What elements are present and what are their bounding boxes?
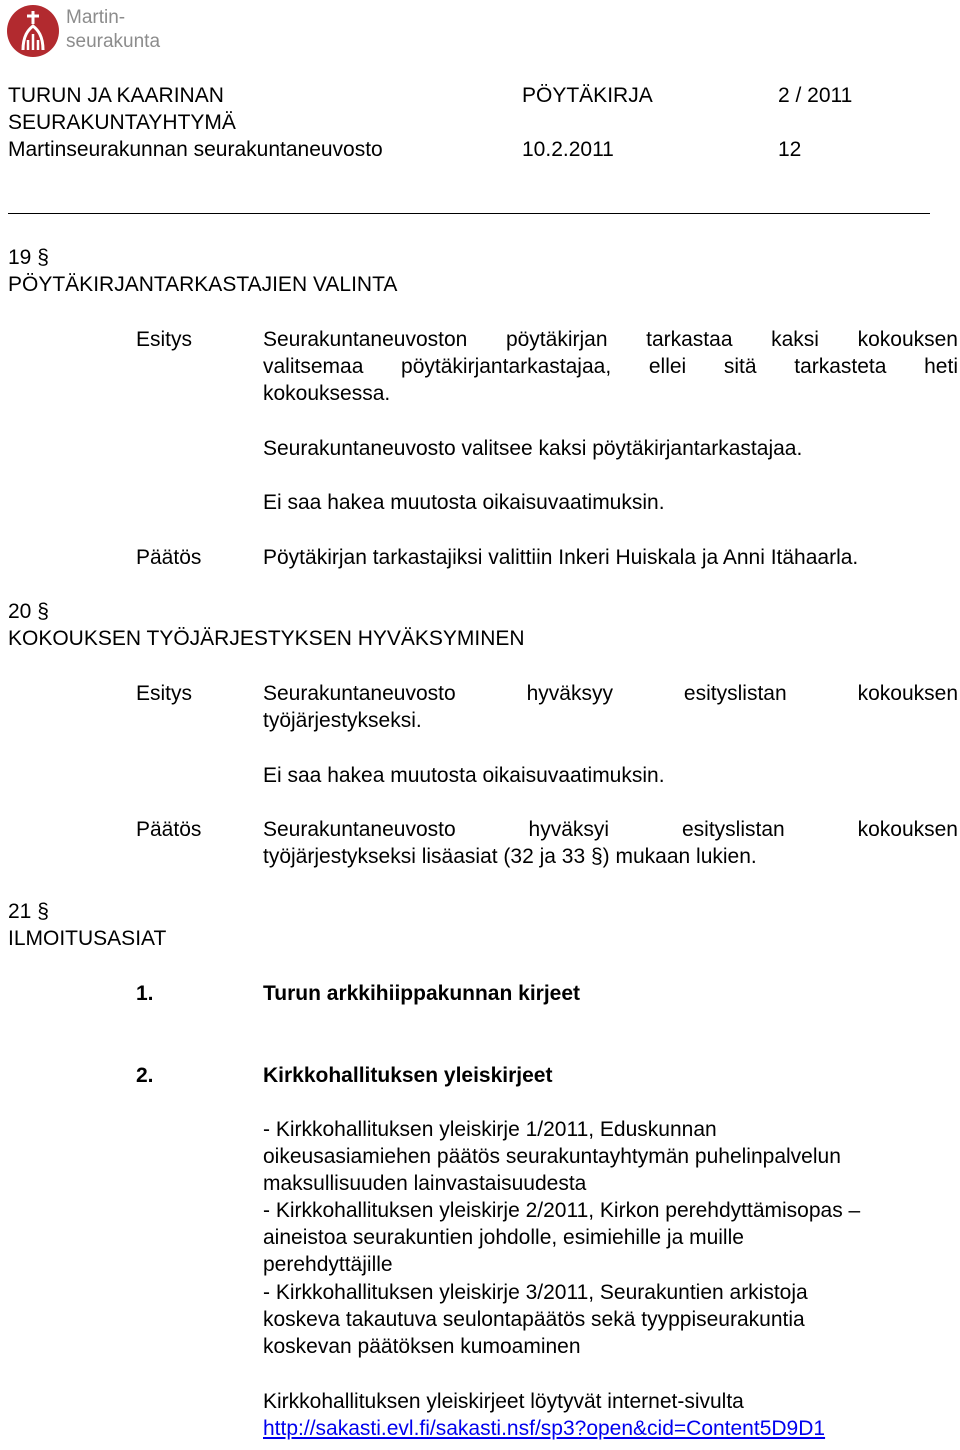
item-1-number: 1. bbox=[136, 982, 154, 1005]
section-19-paatos-label: Päätös bbox=[136, 546, 202, 569]
letter-line: - Kirkkohallituksen yleiskirje 3/2011, Seurakuntien arkistoja bbox=[263, 1281, 808, 1304]
martinseurakunta-logo bbox=[6, 4, 196, 58]
section-19-esitys-line1: Seurakuntaneuvoston pöytäkirjan tarkastaa kaksi kokouksen bbox=[263, 328, 958, 351]
page-number: 12 bbox=[778, 138, 802, 161]
church-emblem-icon bbox=[6, 4, 60, 58]
letter-line: aineistoa seurakuntien johdolle, esimiehille ja muille bbox=[263, 1226, 744, 1249]
section-19-paatos-text: Pöytäkirjan tarkastajiksi valittiin Inkeri Huiskala ja Anni Itähaarla. bbox=[263, 546, 859, 569]
section-20-esitys-line1: Seurakuntaneuvosto hyväksyy esityslistan kokouksen bbox=[263, 682, 958, 705]
letter-line: koskevan päätöksen kumoaminen bbox=[263, 1335, 581, 1358]
org-name-line2: SEURAKUNTAYHTYMÄ bbox=[8, 111, 236, 134]
section-19-title: PÖYTÄKIRJANTARKASTAJIEN VALINTA bbox=[8, 273, 398, 296]
section-19-esitys-paragraph2: Seurakuntaneuvosto valitsee kaksi pöytäkirjantarkastajaa. bbox=[263, 437, 803, 460]
document-number: 2 / 2011 bbox=[778, 84, 853, 107]
section-21-number: 21 § bbox=[8, 900, 49, 923]
letter-line: koskeva takautuva seulontapäätös sekä tyyppiseurakuntia bbox=[263, 1308, 805, 1331]
letter-line: perehdyttäjille bbox=[263, 1253, 393, 1276]
letter-line: - Kirkkohallituksen yleiskirje 2/2011, Kirkon perehdyttämisopas – bbox=[263, 1199, 861, 1222]
item-1-title: Turun arkkihiippakunnan kirjeet bbox=[263, 982, 581, 1005]
item-2-title: Kirkkohallituksen yleiskirjeet bbox=[263, 1064, 553, 1087]
letter-line: oikeusasiamiehen päätös seurakuntayhtymän puhelinpalvelun bbox=[263, 1145, 841, 1168]
letters-note: Kirkkohallituksen yleiskirjeet löytyvät internet-sivulta bbox=[263, 1390, 744, 1413]
section-20-title: KOKOUKSEN TYÖJÄRJESTYKSEN HYVÄKSYMINEN bbox=[8, 627, 525, 650]
section-20-number: 20 § bbox=[8, 600, 49, 623]
section-20-paatos-line2: työjärjestykseksi lisäasiat (32 ja 33 §) mukaan lukien. bbox=[263, 845, 757, 868]
section-21-title: ILMOITUSASIAT bbox=[8, 927, 167, 950]
section-20-paatos-label: Päätös bbox=[136, 818, 202, 841]
logo-text-line1: Martin- bbox=[66, 7, 126, 28]
header-rule bbox=[8, 213, 930, 214]
section-20-esitys-line2: työjärjestykseksi. bbox=[263, 709, 422, 732]
section-19-esitys-line2: valitsemaa pöytäkirjantarkastajaa, ellei sitä tarkasteta heti bbox=[263, 355, 958, 378]
letters-url-row bbox=[263, 1415, 958, 1442]
org-name-line3: Martinseurakunnan seurakuntaneuvosto bbox=[8, 138, 383, 161]
sakasti-link[interactable]: http://sakasti.evl.fi/sakasti.nsf/sp3?open&cid=Content5D9D1 bbox=[263, 1417, 826, 1440]
section-19-esitys-paragraph3: Ei saa hakea muutosta oikaisuvaatimuksin. bbox=[263, 491, 665, 514]
org-name-line1: TURUN JA KAARINAN bbox=[8, 84, 224, 107]
section-19-esitys-label: Esitys bbox=[136, 328, 193, 351]
item-2-number: 2. bbox=[136, 1064, 154, 1087]
section-19-number: 19 § bbox=[8, 246, 49, 269]
logo-text-line2: seurakunta bbox=[66, 31, 161, 52]
section-19-esitys-line3: kokouksessa. bbox=[263, 382, 391, 405]
meeting-date: 10.2.2011 bbox=[522, 138, 614, 161]
section-20-esitys-paragraph2: Ei saa hakea muutosta oikaisuvaatimuksin. bbox=[263, 764, 665, 787]
section-20-esitys-label: Esitys bbox=[136, 682, 193, 705]
section-20-paatos-line1: Seurakuntaneuvosto hyväksyi esityslistan kokouksen bbox=[263, 818, 958, 841]
letter-line: maksullisuuden lainvastaisuudesta bbox=[263, 1172, 587, 1195]
letter-line: - Kirkkohallituksen yleiskirje 1/2011, Eduskunnan bbox=[263, 1118, 717, 1141]
document-type: PÖYTÄKIRJA bbox=[522, 84, 653, 107]
